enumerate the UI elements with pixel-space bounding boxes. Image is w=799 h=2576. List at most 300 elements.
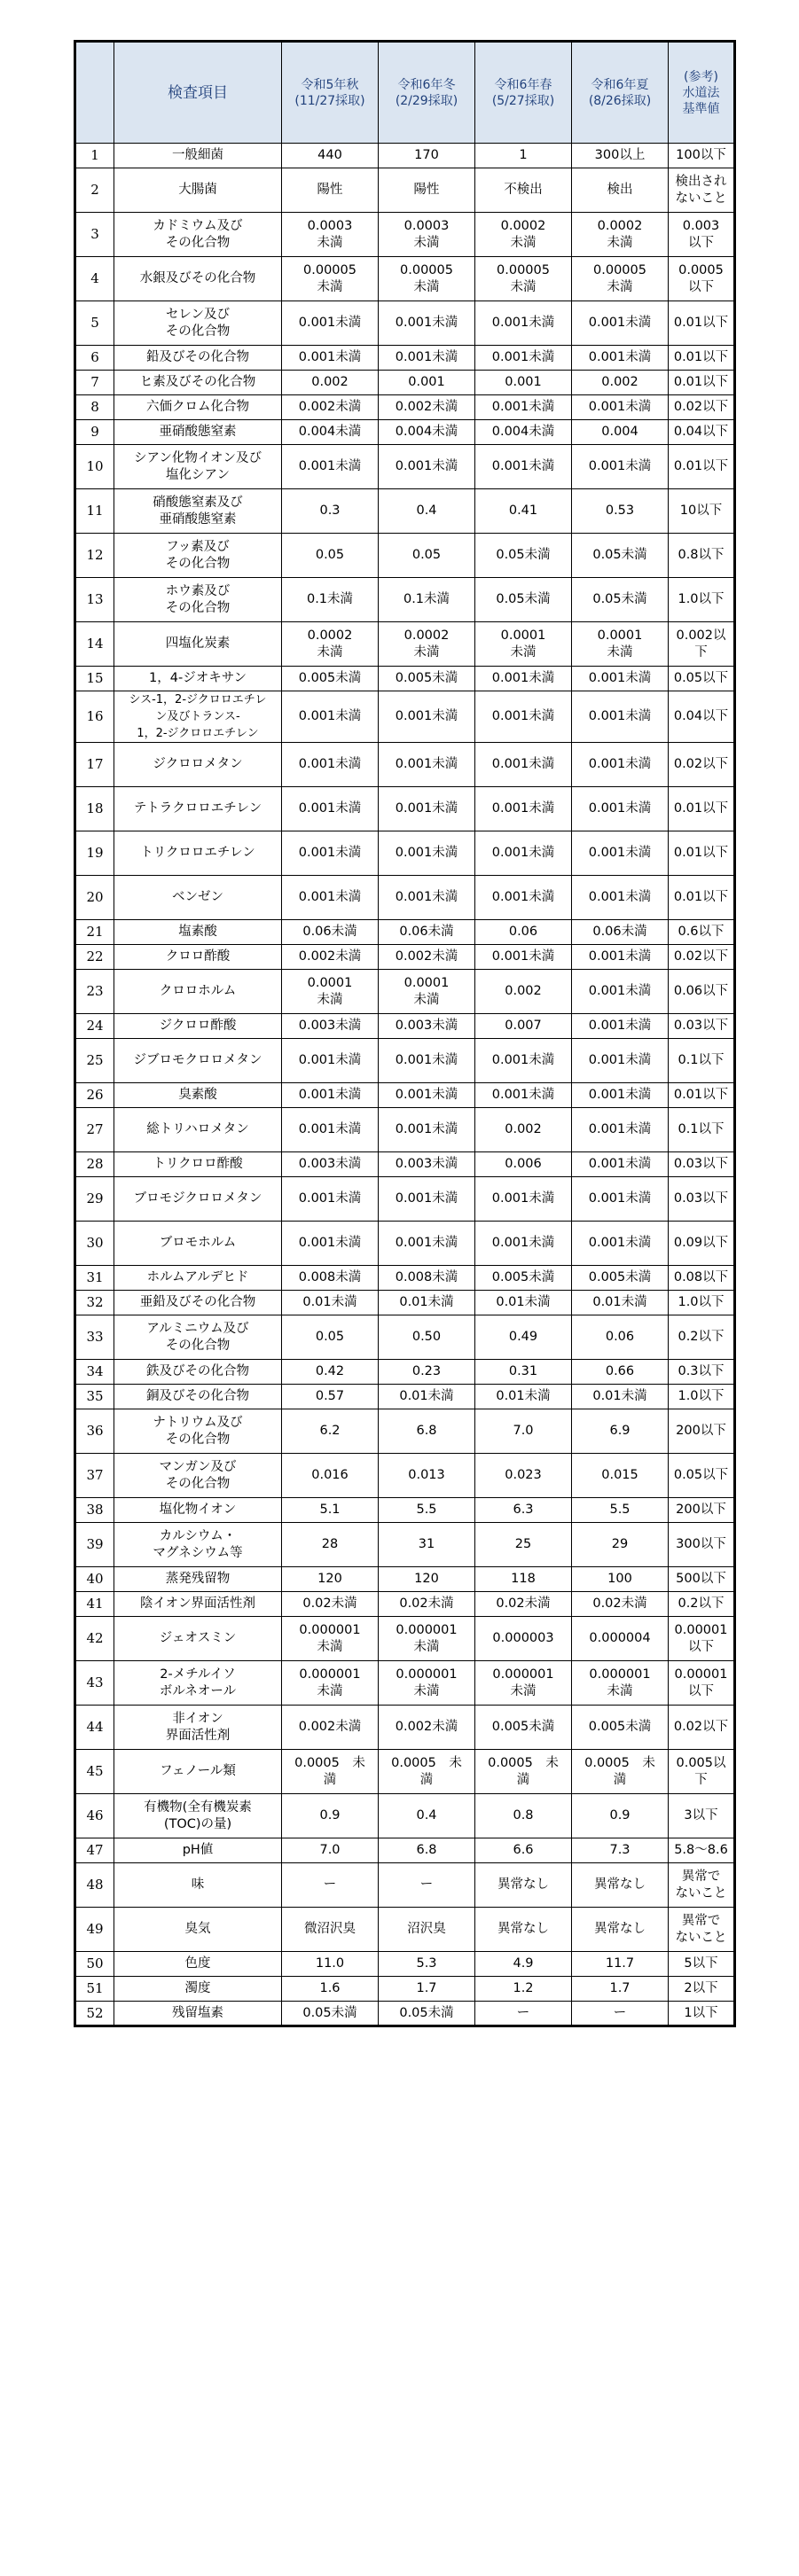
row-number: 21 <box>75 920 114 945</box>
value-2024-winter: 0.002未満 <box>379 945 475 970</box>
item-name: ホウ素及び その化合物 <box>114 578 282 622</box>
header-col-2023-autumn: 令和5年秋 (11/27採取) <box>282 42 379 144</box>
value-2024-spring: 0.001未満 <box>475 1222 572 1266</box>
value-2024-winter: 沼沢臭 <box>379 1908 475 1952</box>
value-2024-winter: 6.8 <box>379 1838 475 1863</box>
value-2023-autumn: 陽性 <box>282 168 379 213</box>
value-2023-autumn: 0.05 <box>282 534 379 578</box>
value-2024-summer: 7.3 <box>572 1838 669 1863</box>
table-row <box>75 1863 735 1908</box>
row-number: 17 <box>75 743 114 787</box>
row-number: 28 <box>75 1152 114 1177</box>
value-2024-winter: 0.001未満 <box>379 445 475 489</box>
value-2024-spring: 25 <box>475 1523 572 1567</box>
standard-value: 0.3以下 <box>669 1360 735 1385</box>
item-name: 有機物(全有機炭素 (TOC)の量) <box>114 1794 282 1838</box>
value-2024-summer: 0.001未満 <box>572 346 669 371</box>
value-2024-summer: 100 <box>572 1567 669 1592</box>
row-number: 34 <box>75 1360 114 1385</box>
table-row <box>75 1454 735 1498</box>
standard-value: 0.02以下 <box>669 743 735 787</box>
row-number: 26 <box>75 1083 114 1108</box>
standard-value: 0.01以下 <box>669 445 735 489</box>
table-row <box>75 213 735 257</box>
value-2023-autumn: 0.0002 未満 <box>282 622 379 667</box>
row-number: 13 <box>75 578 114 622</box>
value-2023-autumn: 0.001未満 <box>282 1108 379 1152</box>
value-2024-summer: 0.01未満 <box>572 1291 669 1315</box>
table-row <box>75 1794 735 1838</box>
value-2023-autumn: 5.1 <box>282 1498 379 1523</box>
value-2023-autumn: 0.002未満 <box>282 945 379 970</box>
value-2024-spring: 0.000001 未満 <box>475 1661 572 1706</box>
standard-value: 1.0以下 <box>669 1291 735 1315</box>
value-2024-summer: 0.015 <box>572 1454 669 1498</box>
header-col-standard: (参考) 水道法 基準値 <box>669 42 735 144</box>
value-2023-autumn: 0.000001 未満 <box>282 1661 379 1706</box>
value-2024-winter: 0.02未満 <box>379 1592 475 1617</box>
value-2023-autumn: 0.001未満 <box>282 1039 379 1083</box>
table-row <box>75 1592 735 1617</box>
value-2024-spring: 4.9 <box>475 1952 572 1977</box>
value-2024-summer: 0.001未満 <box>572 1039 669 1083</box>
row-number: 40 <box>75 1567 114 1592</box>
value-2024-spring: 0.006 <box>475 1152 572 1177</box>
row-number: 37 <box>75 1454 114 1498</box>
value-2023-autumn: 0.002未満 <box>282 1706 379 1750</box>
value-2023-autumn: ー <box>282 1863 379 1908</box>
value-2024-spring: 0.01未満 <box>475 1291 572 1315</box>
value-2024-summer: 0.001未満 <box>572 945 669 970</box>
table-row <box>75 1039 735 1083</box>
item-name: マンガン及び その化合物 <box>114 1454 282 1498</box>
item-name: シス-1，2-ジクロロエチレ ン及びトランス- 1，2-ジクロロエチレン <box>114 691 282 743</box>
value-2024-spring: 0.8 <box>475 1794 572 1838</box>
value-2024-summer: 0.05未満 <box>572 534 669 578</box>
value-2023-autumn: 0.001未満 <box>282 1177 379 1222</box>
item-name: ヒ素及びその化合物 <box>114 371 282 395</box>
value-2024-winter: 0.0001 未満 <box>379 970 475 1014</box>
table-row <box>75 1908 735 1952</box>
table-row <box>75 787 735 831</box>
value-2024-summer: 0.001未満 <box>572 445 669 489</box>
item-name: ブロモジクロロメタン <box>114 1177 282 1222</box>
item-name: フェノール類 <box>114 1750 282 1794</box>
table-row <box>75 970 735 1014</box>
value-2024-winter: 0.001未満 <box>379 787 475 831</box>
standard-value: 100以下 <box>669 144 735 168</box>
table-row <box>75 1014 735 1039</box>
row-number: 7 <box>75 371 114 395</box>
value-2024-winter: 0.4 <box>379 1794 475 1838</box>
item-name: 臭素酸 <box>114 1083 282 1108</box>
standard-value: 0.03以下 <box>669 1177 735 1222</box>
value-2024-summer: 5.5 <box>572 1498 669 1523</box>
value-2024-winter: 0.002未満 <box>379 395 475 420</box>
value-2023-autumn: 0.06未満 <box>282 920 379 945</box>
table-row <box>75 1567 735 1592</box>
value-2024-summer: 0.000004 <box>572 1617 669 1661</box>
standard-value: 0.005以下 <box>669 1750 735 1794</box>
standard-value: 0.04以下 <box>669 691 735 743</box>
value-2024-spring: 0.001未満 <box>475 667 572 691</box>
value-2024-spring: 7.0 <box>475 1409 572 1454</box>
value-2023-autumn: 0.001未満 <box>282 1083 379 1108</box>
standard-value: 異常で ないこと <box>669 1863 735 1908</box>
value-2024-spring: 0.007 <box>475 1014 572 1039</box>
value-2024-spring: ー <box>475 2002 572 2026</box>
item-name: 大腸菌 <box>114 168 282 213</box>
value-2024-winter: 0.001未満 <box>379 1177 475 1222</box>
item-name: クロロ酢酸 <box>114 945 282 970</box>
table-row <box>75 945 735 970</box>
standard-value: 2以下 <box>669 1977 735 2002</box>
table-row <box>75 1152 735 1177</box>
standard-value: 0.01以下 <box>669 346 735 371</box>
value-2023-autumn: 6.2 <box>282 1409 379 1454</box>
row-number: 4 <box>75 257 114 301</box>
table-row <box>75 1661 735 1706</box>
value-2024-winter: 0.50 <box>379 1315 475 1360</box>
item-name: トリクロロエチレン <box>114 831 282 876</box>
value-2024-spring: 0.023 <box>475 1454 572 1498</box>
value-2023-autumn: 0.001未満 <box>282 445 379 489</box>
value-2023-autumn: 0.0005 未 満 <box>282 1750 379 1794</box>
standard-value: 5以下 <box>669 1952 735 1977</box>
table-row <box>75 667 735 691</box>
value-2024-winter: 5.5 <box>379 1498 475 1523</box>
value-2024-summer: 0.001未満 <box>572 1108 669 1152</box>
value-2023-autumn: 0.004未満 <box>282 420 379 445</box>
value-2024-summer: 0.01未満 <box>572 1385 669 1409</box>
row-number: 3 <box>75 213 114 257</box>
value-2024-winter: 0.001未満 <box>379 691 475 743</box>
value-2024-summer: 0.001未満 <box>572 301 669 346</box>
value-2024-spring: 0.001未満 <box>475 743 572 787</box>
row-number: 16 <box>75 691 114 743</box>
value-2023-autumn: 0.0001 未満 <box>282 970 379 1014</box>
value-2023-autumn: 0.003未満 <box>282 1152 379 1177</box>
item-name: 水銀及びその化合物 <box>114 257 282 301</box>
row-number: 15 <box>75 667 114 691</box>
row-number: 23 <box>75 970 114 1014</box>
value-2023-autumn: 0.3 <box>282 489 379 534</box>
value-2024-winter: 0.001未満 <box>379 743 475 787</box>
value-2024-summer: 6.9 <box>572 1409 669 1454</box>
standard-value: 0.01以下 <box>669 301 735 346</box>
value-2024-spring: 0.49 <box>475 1315 572 1360</box>
table-row <box>75 1177 735 1222</box>
item-name: 四塩化炭素 <box>114 622 282 667</box>
value-2024-summer: 0.002 <box>572 371 669 395</box>
row-number: 39 <box>75 1523 114 1567</box>
value-2024-summer: 0.66 <box>572 1360 669 1385</box>
value-2024-spring: 0.000003 <box>475 1617 572 1661</box>
table-row <box>75 691 735 743</box>
value-2023-autumn: 0.001未満 <box>282 743 379 787</box>
standard-value: 0.01以下 <box>669 831 735 876</box>
table-row <box>75 831 735 876</box>
row-number: 33 <box>75 1315 114 1360</box>
row-number: 25 <box>75 1039 114 1083</box>
table-row <box>75 1385 735 1409</box>
value-2024-spring: 0.001未満 <box>475 831 572 876</box>
item-name: 非イオン 界面活性剤 <box>114 1706 282 1750</box>
item-name: シアン化物イオン及び 塩化シアン <box>114 445 282 489</box>
table-row <box>75 743 735 787</box>
item-name: 残留塩素 <box>114 2002 282 2026</box>
value-2024-summer: 検出 <box>572 168 669 213</box>
item-name: ホルムアルデヒド <box>114 1266 282 1291</box>
row-number: 42 <box>75 1617 114 1661</box>
value-2024-winter: 0.001未満 <box>379 346 475 371</box>
table-row <box>75 1750 735 1794</box>
table-row <box>75 1315 735 1360</box>
value-2024-winter: 0.0002 未満 <box>379 622 475 667</box>
item-name: 色度 <box>114 1952 282 1977</box>
value-2023-autumn: 0.001未満 <box>282 301 379 346</box>
standard-value: 検出され ないこと <box>669 168 735 213</box>
value-2023-autumn: 28 <box>282 1523 379 1567</box>
value-2024-spring: 1.2 <box>475 1977 572 2002</box>
item-name: 塩化物イオン <box>114 1498 282 1523</box>
value-2024-winter: 0.4 <box>379 489 475 534</box>
item-name: カルシウム・ マグネシウム等 <box>114 1523 282 1567</box>
standard-value: 0.01以下 <box>669 876 735 920</box>
item-name: トリクロロ酢酸 <box>114 1152 282 1177</box>
item-name: ジブロモクロロメタン <box>114 1039 282 1083</box>
value-2023-autumn: 11.0 <box>282 1952 379 1977</box>
standard-value: 1.0以下 <box>669 578 735 622</box>
value-2024-spring: 0.001未満 <box>475 1039 572 1083</box>
item-name: 一般細菌 <box>114 144 282 168</box>
value-2024-winter: 0.23 <box>379 1360 475 1385</box>
value-2023-autumn: 0.001未満 <box>282 787 379 831</box>
value-2024-spring: 0.0001 未満 <box>475 622 572 667</box>
value-2024-winter: 0.005未満 <box>379 667 475 691</box>
value-2024-spring: 0.001未満 <box>475 945 572 970</box>
value-2024-winter: 0.001未満 <box>379 876 475 920</box>
standard-value: 1以下 <box>669 2002 735 2026</box>
value-2024-summer: 0.001未満 <box>572 743 669 787</box>
value-2024-spring: 0.001 <box>475 371 572 395</box>
value-2023-autumn: 0.1未満 <box>282 578 379 622</box>
value-2024-winter: 0.000001 未満 <box>379 1617 475 1661</box>
row-number: 11 <box>75 489 114 534</box>
row-number: 6 <box>75 346 114 371</box>
standard-value: 5.8～8.6 <box>669 1838 735 1863</box>
value-2024-spring: 0.004未満 <box>475 420 572 445</box>
row-number: 52 <box>75 2002 114 2026</box>
table-row <box>75 1952 735 1977</box>
standard-value: 0.01以下 <box>669 371 735 395</box>
table-row <box>75 445 735 489</box>
value-2024-spring: 0.005未満 <box>475 1266 572 1291</box>
value-2023-autumn: 0.00005 未満 <box>282 257 379 301</box>
value-2024-spring: 0.02未満 <box>475 1592 572 1617</box>
value-2024-spring: 118 <box>475 1567 572 1592</box>
value-2023-autumn: 0.016 <box>282 1454 379 1498</box>
table-row <box>75 1291 735 1315</box>
value-2024-spring: 0.0005 未 満 <box>475 1750 572 1794</box>
table-row <box>75 301 735 346</box>
row-number: 22 <box>75 945 114 970</box>
row-number: 36 <box>75 1409 114 1454</box>
value-2024-winter: 0.01未満 <box>379 1291 475 1315</box>
item-name: 亜硝酸態窒素 <box>114 420 282 445</box>
table-row <box>75 1498 735 1523</box>
value-2024-spring: 0.41 <box>475 489 572 534</box>
row-number: 47 <box>75 1838 114 1863</box>
row-number: 14 <box>75 622 114 667</box>
value-2023-autumn: 0.002 <box>282 371 379 395</box>
value-2023-autumn: 0.001未満 <box>282 1222 379 1266</box>
table-row <box>75 1266 735 1291</box>
standard-value: 0.05以下 <box>669 667 735 691</box>
value-2024-summer: 異常なし <box>572 1863 669 1908</box>
value-2024-summer: 0.001未満 <box>572 667 669 691</box>
value-2024-winter: 0.001未満 <box>379 301 475 346</box>
standard-value: 0.2以下 <box>669 1315 735 1360</box>
row-number: 31 <box>75 1266 114 1291</box>
value-2024-spring: 0.001未満 <box>475 395 572 420</box>
value-2024-spring: 0.001未満 <box>475 445 572 489</box>
value-2024-winter: 0.0005 未 満 <box>379 1750 475 1794</box>
row-number: 43 <box>75 1661 114 1706</box>
row-number: 8 <box>75 395 114 420</box>
value-2024-summer: 0.001未満 <box>572 1222 669 1266</box>
value-2024-summer: 0.005未満 <box>572 1706 669 1750</box>
value-2024-winter: 陽性 <box>379 168 475 213</box>
value-2024-winter: 0.01未満 <box>379 1385 475 1409</box>
row-number: 20 <box>75 876 114 920</box>
table-row <box>75 420 735 445</box>
value-2024-spring: 1 <box>475 144 572 168</box>
item-name: 味 <box>114 1863 282 1908</box>
standard-value: 0.8以下 <box>669 534 735 578</box>
standard-value: 0.08以下 <box>669 1266 735 1291</box>
row-number: 46 <box>75 1794 114 1838</box>
value-2024-summer: 0.001未満 <box>572 691 669 743</box>
row-number: 12 <box>75 534 114 578</box>
value-2023-autumn: 0.005未満 <box>282 667 379 691</box>
value-2024-spring: 0.001未満 <box>475 1083 572 1108</box>
table-row <box>75 534 735 578</box>
standard-value: 0.00001 以下 <box>669 1661 735 1706</box>
table-row <box>75 1977 735 2002</box>
value-2024-summer: 300以上 <box>572 144 669 168</box>
item-name: 臭気 <box>114 1908 282 1952</box>
item-name: カドミウム及び その化合物 <box>114 213 282 257</box>
header-col-2024-winter: 令和6年冬 (2/29採取) <box>379 42 475 144</box>
item-name: 硝酸態窒素及び 亜硝酸態窒素 <box>114 489 282 534</box>
table-row <box>75 257 735 301</box>
value-2023-autumn: 0.008未満 <box>282 1266 379 1291</box>
item-name: ジクロロメタン <box>114 743 282 787</box>
item-name: 六価クロム化合物 <box>114 395 282 420</box>
value-2024-spring: 0.05未満 <box>475 534 572 578</box>
inspection-table-wrapper <box>74 40 736 2027</box>
value-2023-autumn: 0.0003 未満 <box>282 213 379 257</box>
standard-value: 0.1以下 <box>669 1039 735 1083</box>
item-name: セレン及び その化合物 <box>114 301 282 346</box>
value-2024-winter: 170 <box>379 144 475 168</box>
table-row <box>75 1108 735 1152</box>
value-2024-spring: 0.001未満 <box>475 691 572 743</box>
item-name: 濁度 <box>114 1977 282 2002</box>
value-2024-winter: 6.8 <box>379 1409 475 1454</box>
value-2024-summer: 0.02未満 <box>572 1592 669 1617</box>
header-no <box>75 42 114 144</box>
standard-value: 0.05以下 <box>669 1454 735 1498</box>
value-2024-winter: 0.001未満 <box>379 1108 475 1152</box>
value-2024-spring: 0.001未満 <box>475 876 572 920</box>
row-number: 49 <box>75 1908 114 1952</box>
value-2024-winter: 0.001未満 <box>379 831 475 876</box>
value-2024-summer: 0.001未満 <box>572 1014 669 1039</box>
item-name: ジクロロ酢酸 <box>114 1014 282 1039</box>
row-number: 30 <box>75 1222 114 1266</box>
value-2024-spring: 0.002 <box>475 970 572 1014</box>
value-2023-autumn: 0.9 <box>282 1794 379 1838</box>
row-number: 29 <box>75 1177 114 1222</box>
value-2024-spring: 0.0002 未満 <box>475 213 572 257</box>
item-name: ナトリウム及び その化合物 <box>114 1409 282 1454</box>
value-2024-summer: 0.0005 未 満 <box>572 1750 669 1794</box>
row-number: 48 <box>75 1863 114 1908</box>
value-2024-spring: 0.06 <box>475 920 572 945</box>
header-item: 検査項目 <box>114 42 282 144</box>
value-2024-spring: 0.05未満 <box>475 578 572 622</box>
standard-value: 0.06以下 <box>669 970 735 1014</box>
value-2024-summer: 29 <box>572 1523 669 1567</box>
item-name: フッ素及び その化合物 <box>114 534 282 578</box>
standard-value: 0.002以下 <box>669 622 735 667</box>
standard-value: 0.1以下 <box>669 1108 735 1152</box>
value-2023-autumn: 0.003未満 <box>282 1014 379 1039</box>
value-2024-spring: 不検出 <box>475 168 572 213</box>
standard-value: 1.0以下 <box>669 1385 735 1409</box>
value-2024-summer: 0.001未満 <box>572 876 669 920</box>
row-number: 51 <box>75 1977 114 2002</box>
value-2024-summer: 0.9 <box>572 1794 669 1838</box>
value-2023-autumn: 0.02未満 <box>282 1592 379 1617</box>
table-row <box>75 489 735 534</box>
value-2024-spring: 6.3 <box>475 1498 572 1523</box>
standard-value: 0.02以下 <box>669 395 735 420</box>
standard-value: 300以下 <box>669 1523 735 1567</box>
water-inspection-table <box>74 40 736 2027</box>
value-2024-summer: ー <box>572 2002 669 2026</box>
item-name: 1，4-ジオキサン <box>114 667 282 691</box>
row-number: 2 <box>75 168 114 213</box>
value-2024-winter: 0.004未満 <box>379 420 475 445</box>
value-2024-winter: 0.003未満 <box>379 1014 475 1039</box>
value-2024-spring: 異常なし <box>475 1863 572 1908</box>
value-2024-winter: 0.05 <box>379 534 475 578</box>
value-2024-summer: 0.001未満 <box>572 395 669 420</box>
value-2024-winter: 31 <box>379 1523 475 1567</box>
standard-value: 0.03以下 <box>669 1152 735 1177</box>
standard-value: 0.03以下 <box>669 1014 735 1039</box>
value-2024-summer: 0.001未満 <box>572 787 669 831</box>
standard-value: 0.6以下 <box>669 920 735 945</box>
table-row <box>75 144 735 168</box>
value-2024-spring: 0.001未満 <box>475 301 572 346</box>
item-name: クロロホルム <box>114 970 282 1014</box>
table-row <box>75 346 735 371</box>
value-2024-summer: 0.06未満 <box>572 920 669 945</box>
